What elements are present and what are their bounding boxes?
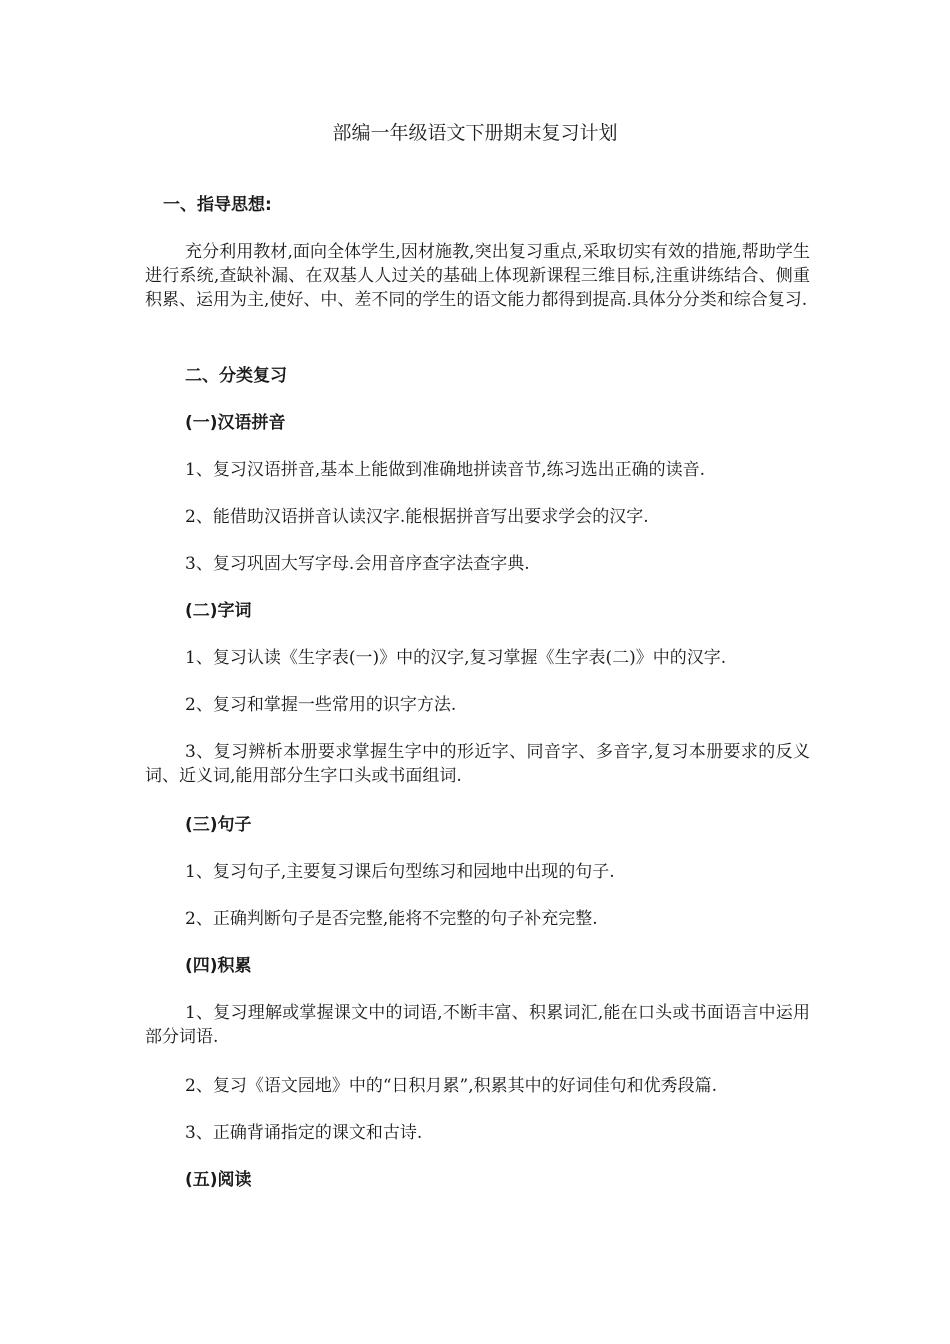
sentences-item-2: 2、正确判断句子是否完整,能将不完整的句子补充完整. [185,909,598,929]
accumulation-item-2: 2、复习《语文园地》中的“日积月累”,积累其中的好词佳句和优秀段篇. [185,1076,718,1096]
subsection-heading-pinyin: (一)汉语拼音 [185,413,286,433]
sentences-item-1: 1、复习句子,主要复习课后句型练习和园地中出现的句子. [185,862,615,882]
document-title: 部编一年级语文下册期末复习计划 [332,122,618,144]
characters-item-1: 1、复习认读《生字表(一)》中的汉字,复习掌握《生字表(二)》中的汉字. [185,648,727,668]
accumulation-item-3: 3、正确背诵指定的课文和古诗. [185,1123,423,1143]
subsection-heading-accumulation: (四)积累 [185,956,252,976]
subsection-heading-reading: (五)阅读 [185,1170,252,1190]
subsection-heading-characters: (二)字词 [185,601,252,621]
accumulation-item-1: 1、复习理解或掌握课文中的词语,不断丰富、积累词汇,能在口头或书面语言中运用部分词语. [145,1003,810,1047]
guiding-ideology-paragraph: 充分利用教材,面向全体学生,因材施教,突出复习重点,采取切实有效的措施,帮助学生进行系统,查缺补漏、在双基人人过关的基础上体现新课程三维目标,注重讲练结合、侧重积累、运用为主,使好、中、差不同的学生的语文能力都得到提高.具体分分类和综合复习. [145,242,810,310]
characters-item-2: 2、复习和掌握一些常用的识字方法. [185,695,457,715]
section-heading-category-review: 二、分类复习 [185,366,287,386]
section-heading-guiding-ideology: 一、指导思想: [163,195,272,215]
characters-item-3: 3、复习辨析本册要求掌握生字中的形近字、同音字、多音字,复习本册要求的反义词、近义词,能用部分生字口头或书面组词. [145,742,810,786]
pinyin-item-2: 2、能借助汉语拼音认读汉字.能根据拼音写出要求学会的汉字. [185,507,649,527]
pinyin-item-3: 3、复习巩固大写字母.会用音序查字法查字典. [185,554,530,574]
pinyin-item-1: 1、复习汉语拼音,基本上能做到准确地拼读音节,练习选出正确的读音. [185,460,706,480]
subsection-heading-sentences: (三)句子 [185,815,252,835]
